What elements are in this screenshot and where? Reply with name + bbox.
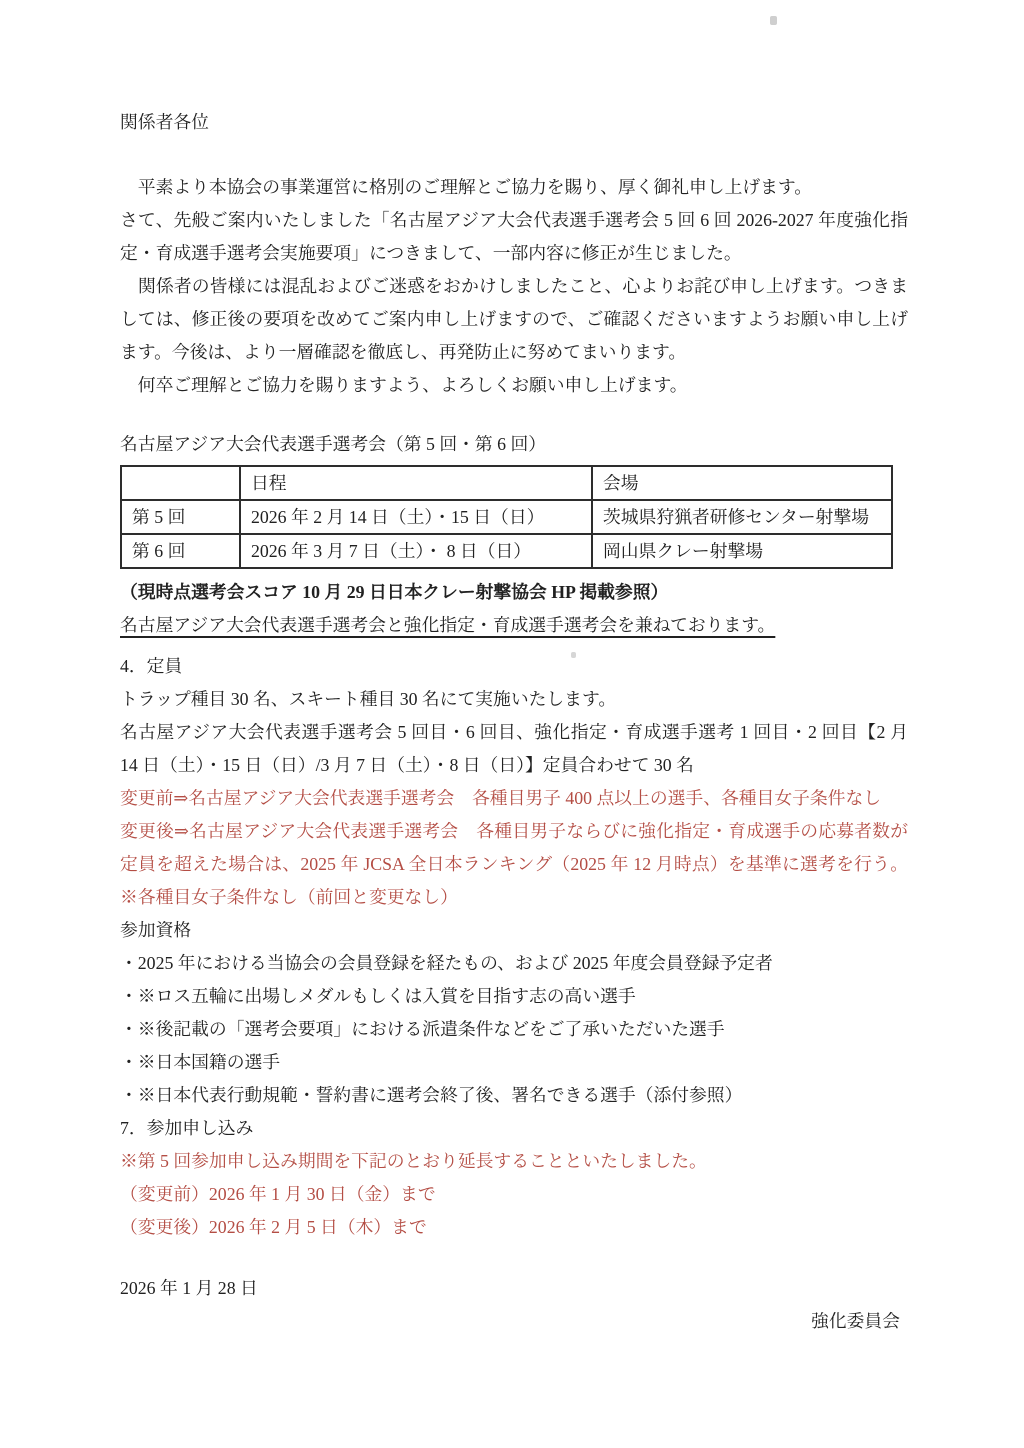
intro-paragraphs (120, 171, 908, 402)
round-cell: 第 6 回 (121, 534, 240, 568)
capacity-line-1: トラップ種目 30 名、スキート種目 30 名にて実施いたします。 (120, 689, 617, 709)
intro-paragraph-3: 関係者の皆様には混乱およびご迷惑をおかけしましたこと、心よりお詫び申し上げます。つきましては、修正後の要項を改めてご案内申し上げますので、ご確認くださいますようお願い申し上げます。今後は、より一層確認を徹底し、再発防止に努めてまいります。 (120, 276, 908, 362)
schedule-table-header-row (121, 466, 892, 500)
venue-cell: 茨城県狩猟者研修センター射撃場 (592, 500, 892, 534)
score-reference-note: （現時点選考会スコア 10 月 29 日日本クレー射撃協会 HP 掲載参照） (120, 582, 669, 602)
eligibility-item: ・※ロス五輪に出場しメダルもしくは入賞を目指す志の高い選手 (120, 986, 636, 1006)
round-cell: 第 5 回 (121, 500, 240, 534)
eligibility-item: ・※日本代表行動規範・誓約書に選考会終了後、署名できる選手（添付参照） (120, 1085, 743, 1105)
eligibility-item: ・2025 年における当協会の会員登録を経たもの、および 2025 年度会員登録予定者 (120, 953, 773, 973)
eligibility-item: ・※日本国籍の選手 (120, 1052, 281, 1072)
application-deadline-before: （変更前）2026 年 1 月 30 日（金）まで (120, 1184, 436, 1204)
header-cell-venue: 会場 (592, 466, 892, 500)
combined-selection-note-line (120, 609, 908, 642)
combined-selection-note: 名古屋アジア大会代表選手選考会と強化指定・育成選手選考会を兼ねております。 (120, 615, 776, 635)
schedule-section-title: 名古屋アジア大会代表選手選考会（第 5 回・第 6 回） (120, 434, 547, 454)
table-row (121, 500, 892, 534)
eligibility-item: ・※後記載の「選考会要項」における派遣条件などをご了承いただいた選手 (120, 1019, 725, 1039)
recipient-line: 関係者各位 (120, 112, 209, 132)
application-extension-note: ※第 5 回参加申し込み期間を下記のとおり延長することといたしました。 (120, 1151, 707, 1171)
change-before-note: 変更前⇒名古屋アジア大会代表選手選考会 各種目男子 400 点以上の選手、各種目女子条件なし (120, 788, 882, 808)
date-cell: 2026 年 3 月 7 日（土）・ 8 日（日） (240, 534, 592, 568)
table-row (121, 534, 892, 568)
letter-content (120, 106, 908, 1338)
change-after-note: 変更後⇒名古屋アジア大会代表選手選考会 各種目男子ならびに強化指定・育成選手の応募者数が定員を超えた場合は、2025 年 JCSA 全日本ランキング（2025 年 12 月時点）を基準に選考を行う。※各種目女子条件なし（前回と変更なし） (120, 821, 908, 907)
date-cell: 2026 年 2 月 14 日（土）・15 日（日） (240, 500, 592, 534)
signature-committee: 強化委員会 (811, 1311, 900, 1331)
header-cell-date: 日程 (240, 466, 592, 500)
capacity-heading: 4．定員 (120, 656, 183, 676)
capacity-line-2: 名古屋アジア大会代表選手選考会 5 回目・6 回目、強化指定・育成選手選考 1 回目・2 回目【2 月 14 日（土）・15 日（日）/3 月 7 日（土）・8 日（日）】定員合わせて 30 名 (120, 722, 908, 775)
schedule-table (120, 465, 893, 569)
header-cell-empty (121, 466, 240, 500)
venue-cell: 岡山県クレー射撃場 (592, 534, 892, 568)
application-heading: 7．参加申し込み (120, 1118, 254, 1138)
application-deadline-after: （変更後）2026 年 2 月 5 日（木）まで (120, 1217, 427, 1237)
intro-paragraph-4: 何卒ご理解とご協力を賜りますよう、よろしくお願い申し上げます。 (120, 375, 688, 395)
intro-paragraph-1: 平素より本協会の事業運営に格別のご理解とご協力を賜り、厚く御礼申し上げます。 (120, 177, 813, 197)
intro-paragraph-2: さて、先般ご案内いたしました「名古屋アジア大会代表選手選考会 5 回 6 回 2026-2027 年度強化指定・育成選手選考会実施要項」につきまして、一部内容に修正が生じました。 (120, 210, 908, 263)
scan-artifact-speck (770, 16, 777, 25)
issue-date: 2026 年 1 月 28 日 (120, 1278, 258, 1298)
eligibility-heading: 参加資格 (120, 920, 192, 940)
